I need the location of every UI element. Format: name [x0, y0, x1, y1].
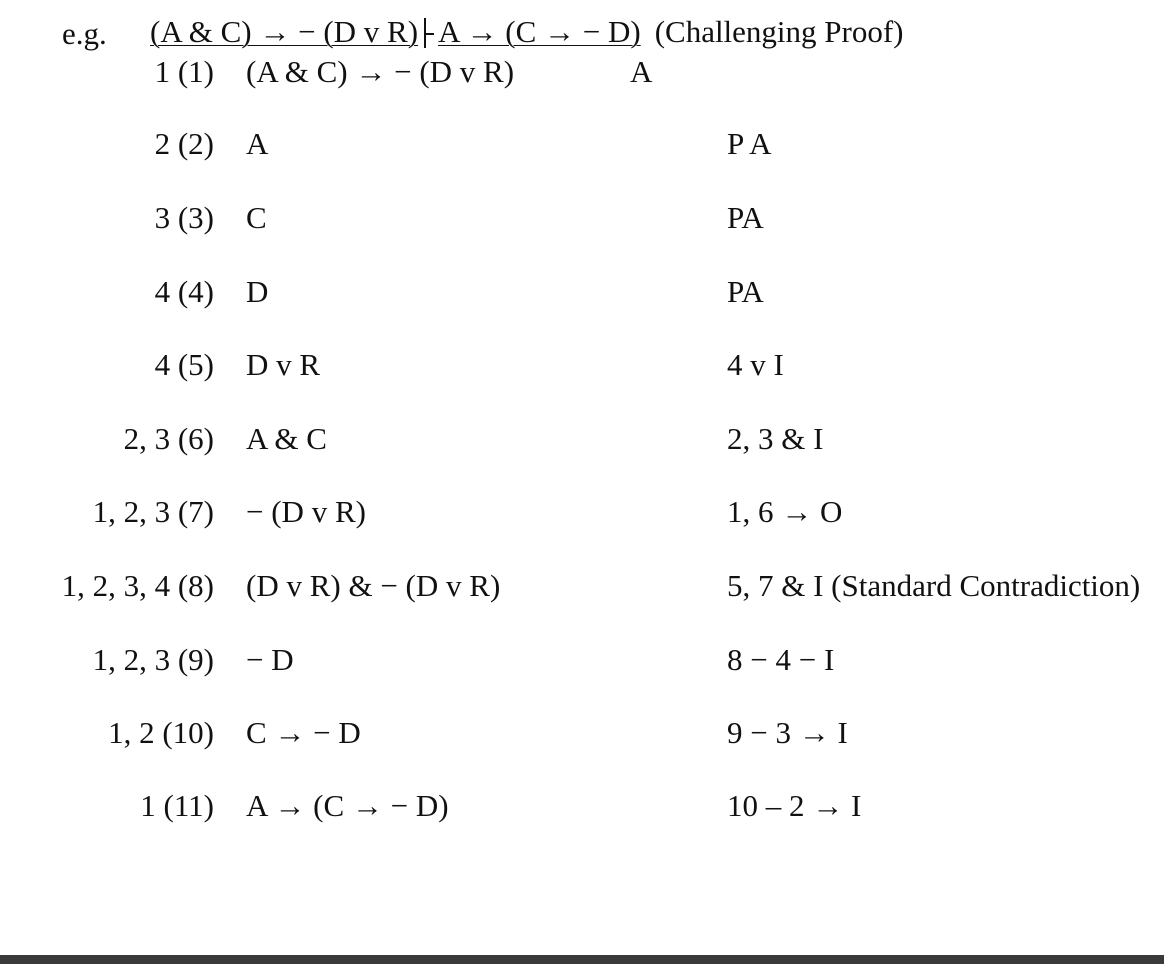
line-justification: A — [630, 54, 653, 89]
line-justification: PA — [727, 200, 764, 235]
sequent-premises: (A & C) → − (D v R) — [150, 14, 419, 49]
line-justification: 4 v I — [727, 347, 784, 382]
line-formula: A — [246, 126, 269, 161]
line-formula: (A & C) → − (D v R) — [246, 54, 515, 89]
line-dependencies: 1 (11) — [140, 788, 214, 823]
line-formula: C — [246, 200, 267, 235]
line-dependencies: 1, 2 (10) — [108, 715, 214, 750]
line-formula: A & C — [246, 421, 327, 456]
line-justification: 1, 6 → O — [727, 494, 843, 529]
line-justification: PA — [727, 274, 764, 309]
proof-note: (Challenging Proof) — [654, 14, 904, 49]
turnstile-icon — [422, 18, 434, 48]
line-dependencies: 3 (3) — [154, 200, 214, 235]
line-justification: 5, 7 & I (Standard Contradiction) — [727, 568, 1141, 603]
line-dependencies: 2 (2) — [154, 126, 214, 161]
line-formula: A → (C → − D) — [246, 788, 449, 823]
line-formula: − D — [246, 642, 294, 677]
example-label: e.g. — [62, 16, 107, 51]
line-formula: C → − D — [246, 715, 361, 750]
line-dependencies: 2, 3 (6) — [123, 421, 214, 456]
line-dependencies: 1, 2, 3 (7) — [92, 494, 214, 529]
line-dependencies: 1 (1) — [154, 54, 214, 89]
line-justification: 2, 3 & I — [727, 421, 824, 456]
line-justification: P A — [727, 126, 772, 161]
line-formula: (D v R) & − (D v R) — [246, 568, 501, 603]
window-bottom-bar — [0, 955, 1164, 964]
sequent — [150, 14, 641, 49]
line-formula: − (D v R) — [246, 494, 366, 529]
line-formula: D v R — [246, 347, 321, 382]
line-justification: 10 – 2 → I — [727, 788, 862, 823]
line-dependencies: 4 (5) — [154, 347, 214, 382]
line-dependencies: 1, 2, 3, 4 (8) — [61, 568, 214, 603]
line-justification: 8 − 4 − I — [727, 642, 835, 677]
proof-header — [150, 16, 904, 48]
line-dependencies: 1, 2, 3 (9) — [92, 642, 214, 677]
line-justification: 9 − 3 → I — [727, 715, 848, 750]
line-dependencies: 4 (4) — [154, 274, 214, 309]
line-formula: D — [246, 274, 269, 309]
sequent-conclusion: A → (C → − D) — [438, 14, 641, 49]
